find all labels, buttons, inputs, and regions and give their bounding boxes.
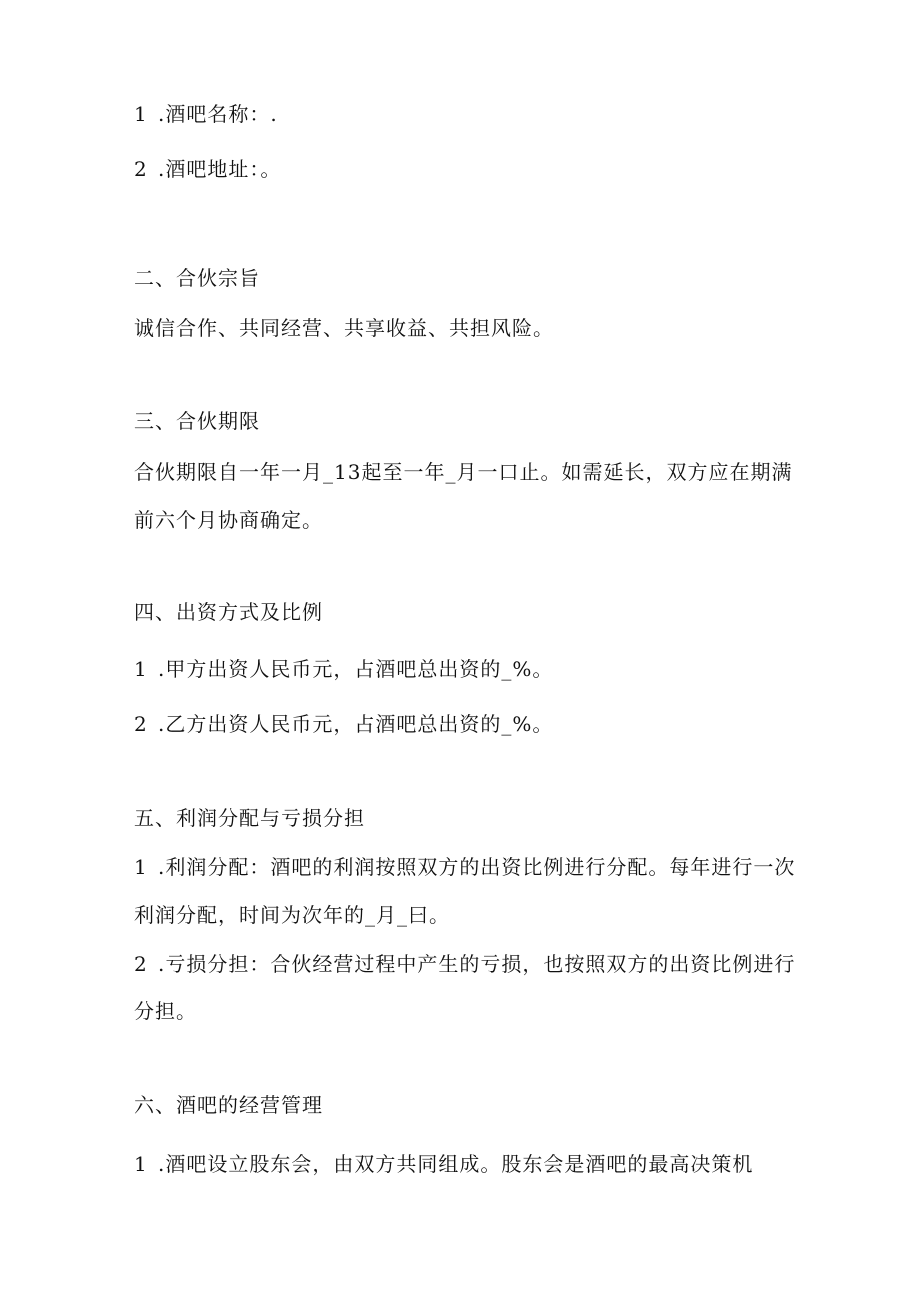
item-number: 1: [134, 855, 148, 879]
bar-name-line: [134, 101, 278, 127]
loss-sharing-line-2: 分担。: [134, 999, 197, 1023]
section-heading-purpose: 二、合伙宗旨: [134, 266, 260, 290]
bar-address-line: [134, 156, 281, 182]
term-paragraph-line-2: 前六个月协商确定。: [134, 508, 323, 532]
section-heading-term: 三、合伙期限: [134, 409, 260, 433]
capital-party-b-line: [134, 711, 553, 737]
capital-party-b-text: .乙方出资人民币元，占酒吧总出资的_%。: [158, 712, 554, 736]
term-paragraph-line-1: 合伙期限自一年一月_13起至一年_月一口止。如需延长，双方应在期满: [134, 460, 793, 484]
capital-party-a-text: .甲方出资人民币元，占酒吧总出资的_%。: [158, 657, 554, 681]
profit-distribution-line-1: [134, 854, 795, 880]
section-heading-management: 六、酒吧的经营管理: [134, 1093, 323, 1117]
item-number: 2: [134, 712, 148, 736]
purpose-paragraph: 诚信合作、共同经营、共享收益、共担风险。: [134, 316, 554, 340]
management-text: .酒吧设立股东会，由双方共同组成。股东会是酒吧的最高决策机: [158, 1152, 754, 1176]
item-number: 2: [134, 952, 148, 976]
loss-sharing-text: .亏损分担：合伙经营过程中产生的亏损，也按照双方的出资比例进行: [158, 952, 796, 976]
capital-party-a-line: [134, 656, 553, 682]
profit-distribution-line-2: 利润分配，时间为次年的_月_曰。: [134, 903, 450, 927]
section-heading-capital: 四、出资方式及比例: [134, 600, 323, 624]
item-number: 1: [134, 102, 148, 126]
bar-name-text: .酒吧名称：.: [158, 102, 278, 126]
loss-sharing-line-1: [134, 951, 795, 977]
bar-address-text: .酒吧地址：。: [158, 157, 282, 181]
management-line-1: [134, 1151, 753, 1177]
item-number: 1: [134, 1152, 148, 1176]
item-number: 2: [134, 157, 148, 181]
item-number: 1: [134, 657, 148, 681]
section-heading-profit: 五、利润分配与亏损分担: [134, 806, 365, 830]
profit-distribution-text: .利润分配：酒吧的利润按照双方的出资比例进行分配。每年进行一次: [158, 855, 796, 879]
